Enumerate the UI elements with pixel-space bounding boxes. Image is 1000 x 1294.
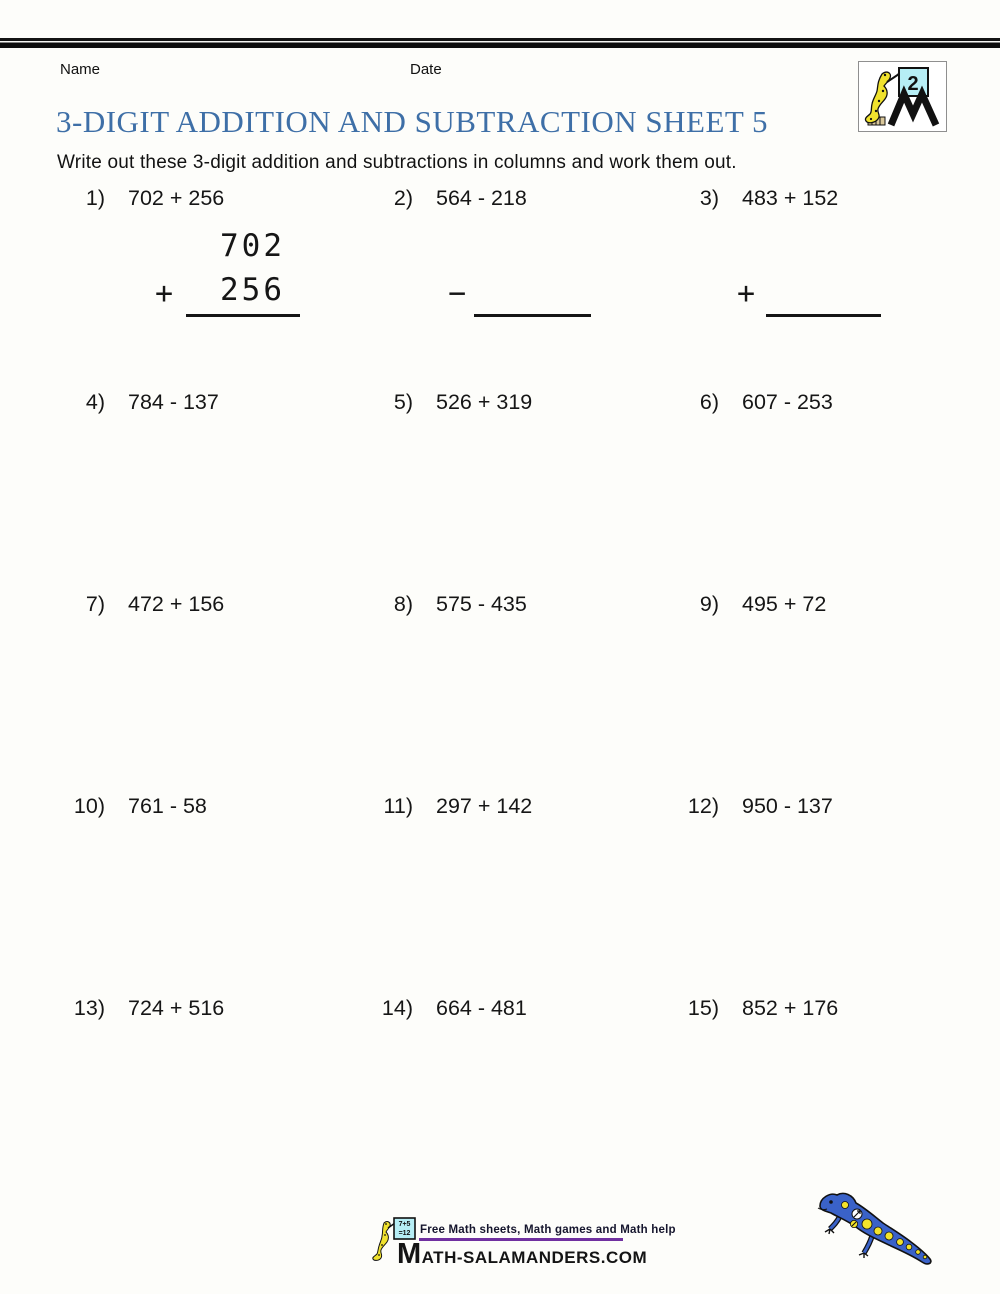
problem-number: 10) — [73, 794, 105, 818]
worked-example-answer-line — [186, 314, 300, 317]
working-area-2-operator: − — [448, 276, 467, 311]
date-label: Date — [410, 61, 442, 78]
problem-12 — [673, 794, 833, 819]
problem-expression: 761 - 58 — [128, 794, 207, 818]
logo-badge-number: 2 — [907, 73, 919, 95]
problem-number: 3) — [699, 186, 719, 210]
problem-expression: 472 + 156 — [128, 592, 225, 616]
math-salamanders-logo-icon — [858, 61, 947, 132]
problem-expression: 483 + 152 — [742, 186, 839, 210]
problem-number: 13) — [73, 996, 105, 1020]
problem-expression: 297 + 142 — [436, 794, 533, 818]
footer-mini-sum-bottom: =12 — [398, 1230, 411, 1237]
problem-number: 12) — [687, 794, 719, 818]
problem-11 — [367, 794, 532, 819]
problem-9 — [673, 592, 826, 617]
worked-example-bottom-operand: 256 — [220, 272, 285, 308]
problem-expression: 575 - 435 — [436, 592, 527, 616]
problem-number: 11) — [383, 794, 413, 818]
name-label: Name — [60, 61, 101, 78]
problem-number: 4) — [85, 390, 105, 414]
footer-tagline: Free Math sheets, Math games and Math help — [420, 1224, 676, 1236]
worked-example-operator: + — [155, 276, 174, 311]
problem-number: 6) — [699, 390, 719, 414]
problem-2 — [367, 186, 527, 211]
blue-salamander-image — [810, 1180, 945, 1275]
footer-mini-sum-top: 7+5 — [398, 1221, 411, 1228]
problem-13 — [59, 996, 224, 1021]
worked-example-top-operand: 702 — [220, 228, 285, 264]
working-area-3-answer-line — [766, 314, 881, 317]
problem-15 — [673, 996, 838, 1021]
problem-4 — [59, 390, 219, 415]
footer-site-name: MATH-SALAMANDERS.COM — [397, 1238, 648, 1270]
problem-6 — [673, 390, 833, 415]
problem-expression: 950 - 137 — [742, 794, 833, 818]
problem-10 — [59, 794, 207, 819]
problem-expression: 702 + 256 — [128, 186, 225, 210]
working-area-2-answer-line — [474, 314, 591, 317]
problem-number: 9) — [699, 592, 719, 616]
problem-expression: 664 - 481 — [436, 996, 527, 1020]
problem-expression: 852 + 176 — [742, 996, 839, 1020]
page-title: 3-DIGIT ADDITION AND SUBTRACTION SHEET 5 — [56, 104, 769, 139]
problem-expression: 724 + 516 — [128, 996, 225, 1020]
problem-14 — [367, 996, 527, 1021]
problem-5 — [367, 390, 532, 415]
problem-3 — [673, 186, 838, 211]
problem-number: 7) — [85, 592, 105, 616]
problem-number: 5) — [393, 390, 413, 414]
problem-1 — [59, 186, 224, 211]
problem-expression: 607 - 253 — [742, 390, 833, 414]
problem-number: 15) — [687, 996, 719, 1020]
problem-expression: 526 + 319 — [436, 390, 533, 414]
problem-number: 1) — [85, 186, 105, 210]
problem-7 — [59, 592, 224, 617]
problem-number: 8) — [393, 592, 413, 616]
problem-expression: 564 - 218 — [436, 186, 527, 210]
working-area-3-operator: + — [737, 276, 756, 311]
instruction-text: Write out these 3-digit addition and subtractions in columns and work them out. — [57, 152, 737, 173]
problem-number: 14) — [381, 996, 413, 1020]
problem-expression: 495 + 72 — [742, 592, 827, 616]
problem-8 — [367, 592, 527, 617]
problem-number: 2) — [393, 186, 413, 210]
problem-expression: 784 - 137 — [128, 390, 219, 414]
top-rule — [0, 38, 1000, 48]
